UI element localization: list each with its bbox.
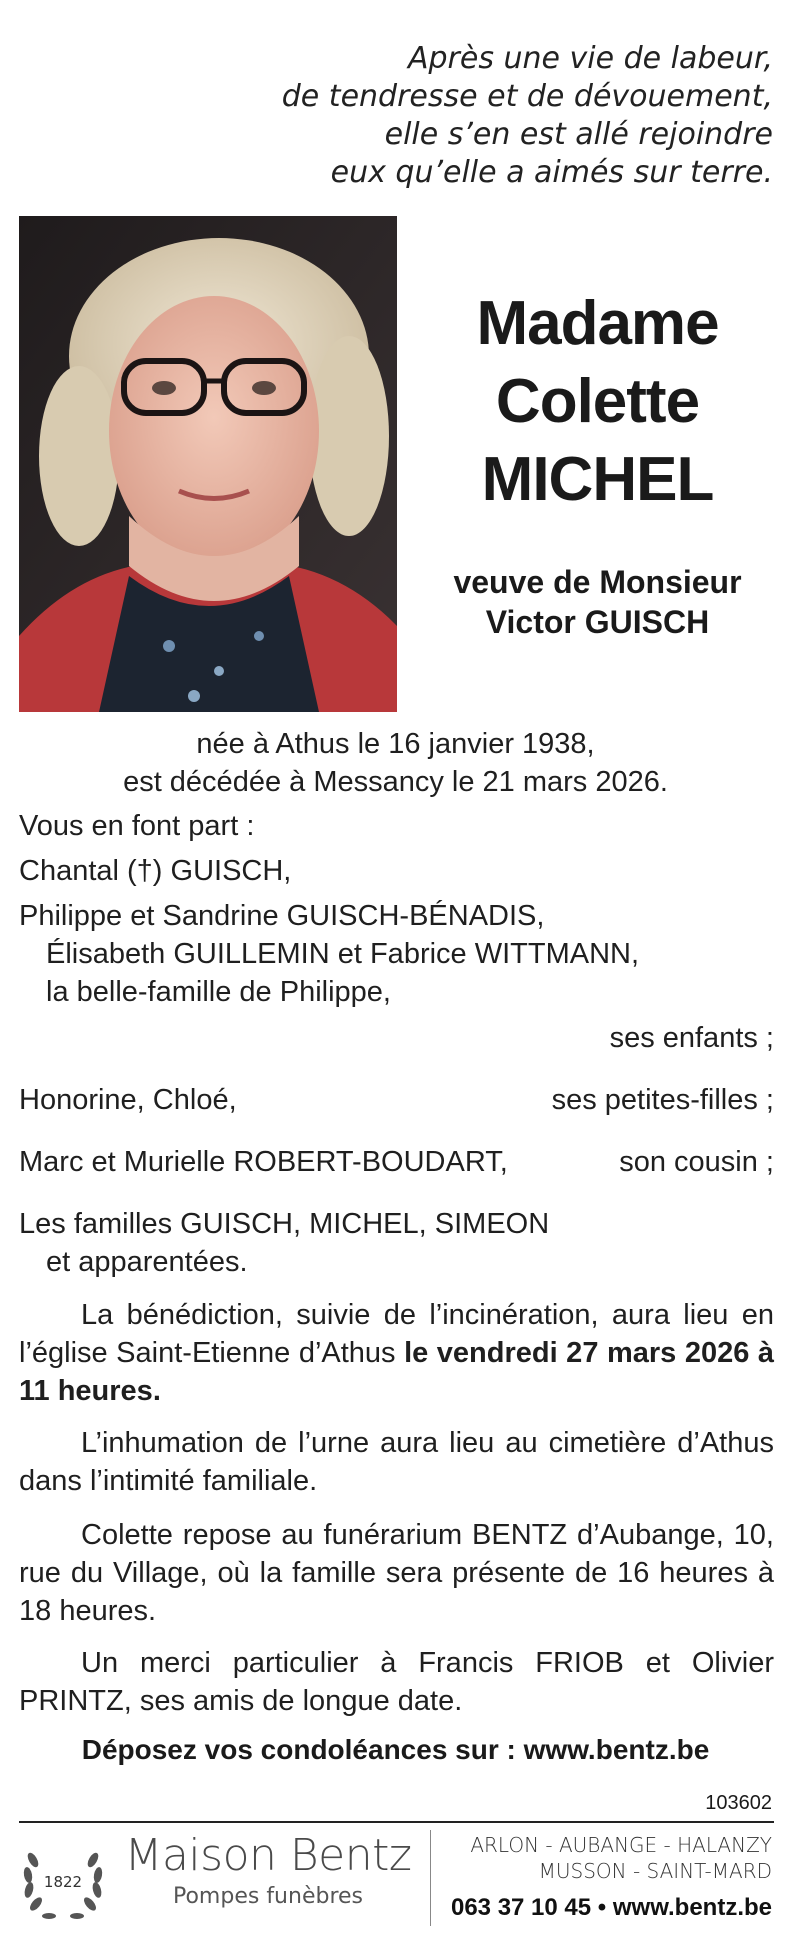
death-line: est décédée à Messancy le 21 mars 2026. [123,766,668,798]
portrait-photo [19,216,397,712]
poem-line: eux qu’elle a aimés sur terre. [330,155,773,190]
last-name: MICHEL [481,445,714,514]
name-title: Madame [476,289,719,358]
brand-name: Maison Bentz [124,1830,412,1881]
towns-list [470,1832,772,1884]
family-line: Élisabeth GUILLEMIN et Fabrice WITTMANN, [46,938,640,970]
announce-intro: Vous en font part : [19,810,255,842]
relation-label: son cousin ; [619,1146,774,1178]
family-line: la belle-famille de Philippe, [46,976,391,1008]
ceremony-paragraph [19,1296,774,1410]
phone-number[interactable]: 063 37 10 45 [450,1894,592,1921]
towns-line: ARLON - AUBANGE - HALANZY [470,1833,772,1857]
deceased-name [410,285,785,519]
widow-line: veuve de Monsieur [453,564,742,600]
reference-number: 103602 [705,1792,772,1814]
ceremony-date: le vendredi 27 mars 2026 à 11 heures. [19,1337,774,1407]
thanks-paragraph [19,1644,774,1720]
thanks-text: Un merci particulier à Francis FRIOB et Olivier PRINTZ, ses amis de longue date. [19,1647,774,1717]
condolences-link[interactable]: Déposez vos condoléances sur : www.bentz.be [81,1734,710,1765]
family-line: Chantal (†) GUISCH, [19,855,292,887]
visitation-paragraph [19,1516,774,1630]
poem-line: de tendresse et de dévouement, [281,79,773,114]
founding-year: 1822 [43,1873,83,1891]
footer-divider [19,1821,774,1823]
relation-label: ses enfants ; [609,1022,774,1054]
widow-of [410,562,785,642]
poem [153,40,773,192]
family-line: Philippe et Sandrine GUISCH-BÉNADIS, [19,900,545,932]
visitation-text: Colette repose au funérarium BENTZ d’Aubange, 10, rue du Village, où la famille sera présente de 16 heures à 18 heures. [19,1519,774,1627]
birth-line: née à Athus le 16 janvier 1938, [196,728,595,760]
relation-label: ses petites-filles ; [551,1084,774,1116]
ceremony-text: La bénédiction, suivie de l’incinération, aura lieu en l’église Saint-Etienne d’Athus [19,1299,774,1369]
contact-line [451,1894,772,1922]
towns-line: MUSSON - SAINT-MARD [538,1859,772,1883]
husband-name: Victor GUISCH [485,604,710,640]
family-line: Les familles GUISCH, MICHEL, SIMEON [19,1208,550,1240]
poem-line: Après une vie de labeur, [407,41,773,76]
brand-subtitle: Pompes funèbres [172,1884,364,1909]
family-line: Honorine, Chloé, [19,1084,237,1116]
first-name: Colette [495,367,700,436]
poem-line: elle s’en est allé rejoindre [384,117,773,152]
website-link[interactable]: www.bentz.be [612,1894,772,1921]
footer-separator [430,1830,431,1926]
brand-block [118,1830,418,1912]
laurel-logo [19,1830,107,1928]
burial-text: L’inhumation de l’urne aura lieu au cimetière d’Athus dans l’intimité familiale. [19,1427,774,1497]
burial-paragraph [19,1424,774,1500]
family-line: Marc et Murielle ROBERT-BOUDART, [19,1146,508,1178]
bullet: • [597,1894,607,1921]
family-line: et apparentées. [46,1246,248,1278]
